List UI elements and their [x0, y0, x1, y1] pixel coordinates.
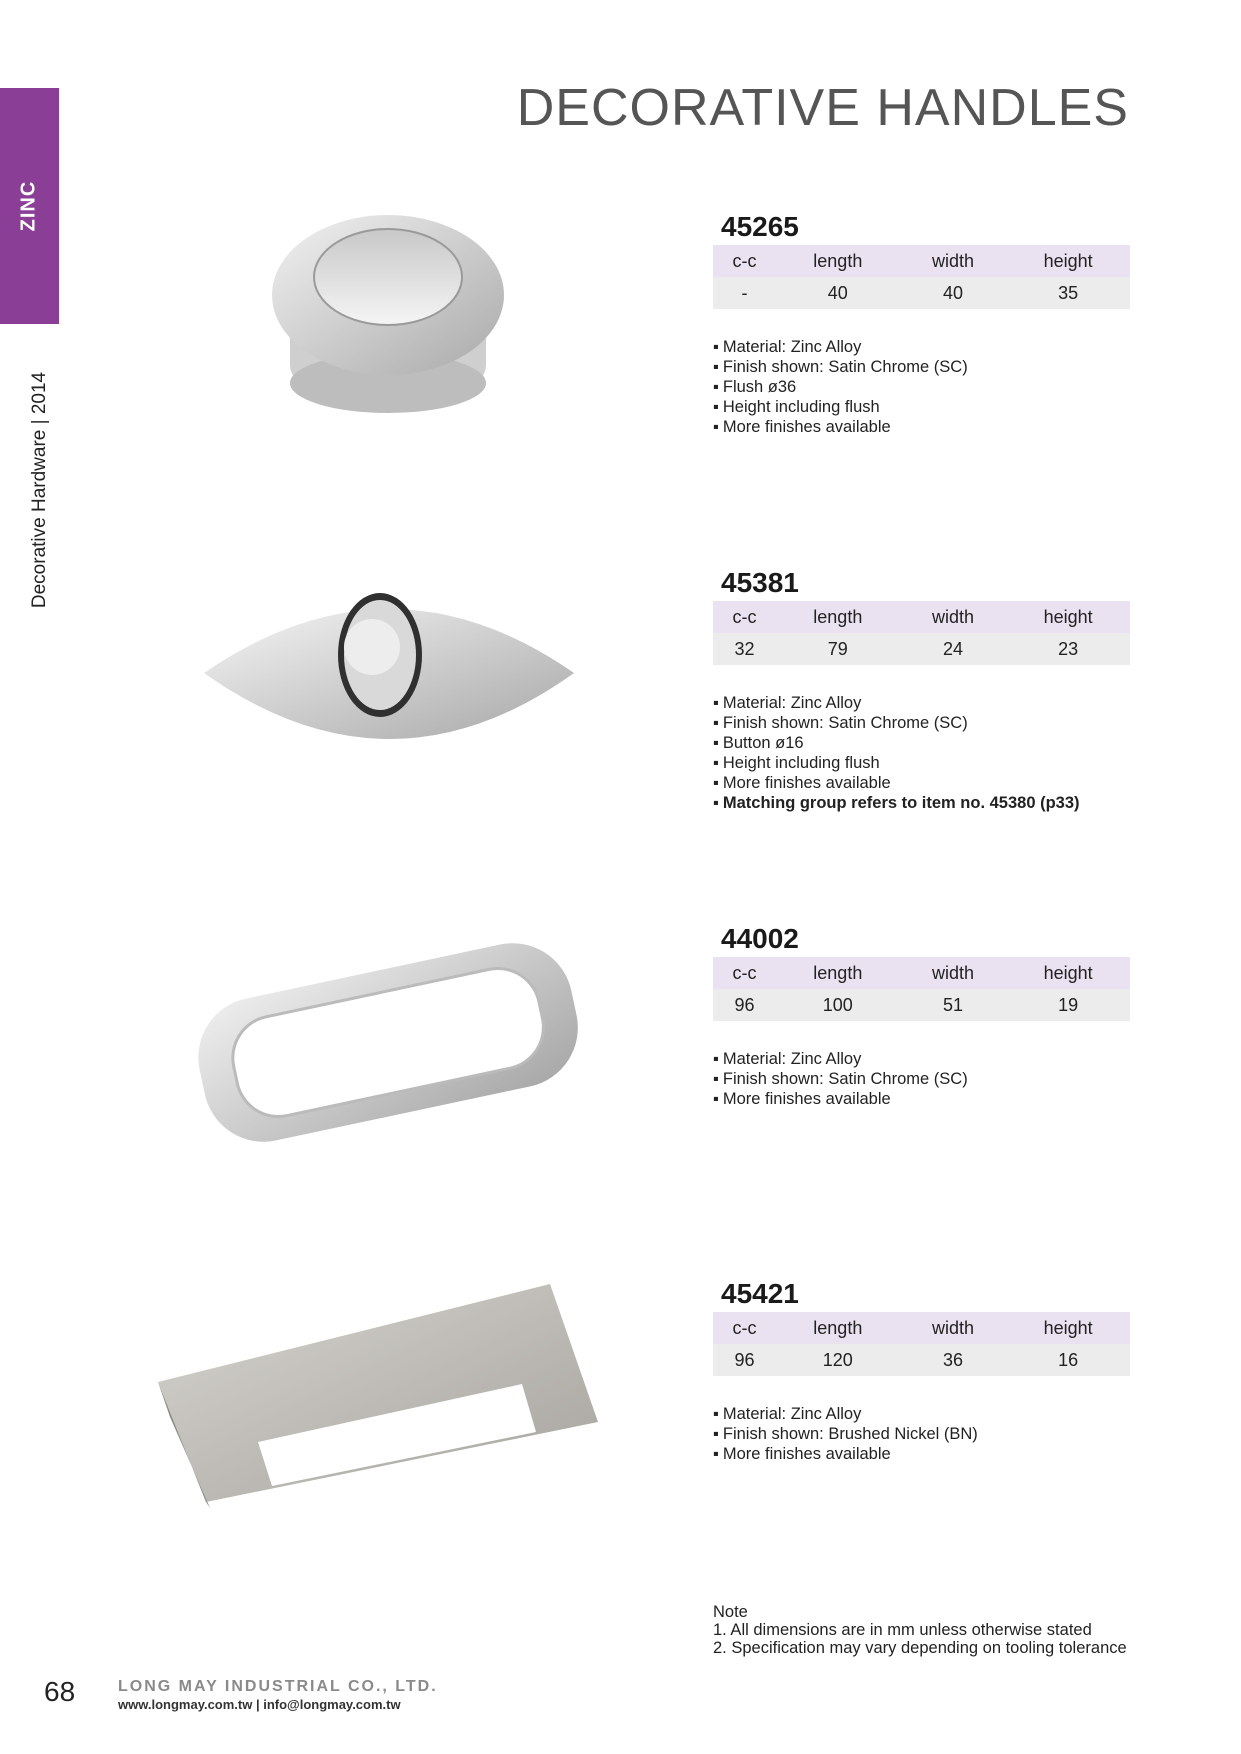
header-width: width — [900, 245, 1007, 277]
value-length: 40 — [776, 277, 900, 309]
value-height: 35 — [1006, 277, 1130, 309]
feature-item: ▪ Height including flush — [713, 397, 1130, 417]
feature-item: ▪ More finishes available — [713, 773, 1130, 793]
feature-item: ▪ Finish shown: Satin Chrome (SC) — [713, 713, 1130, 733]
spec-table — [713, 601, 1130, 665]
header-height: height — [1006, 1312, 1130, 1344]
feature-item: ▪ More finishes available — [713, 1444, 1130, 1464]
feature-item: ▪ More finishes available — [713, 417, 1130, 437]
contact-info: www.longmay.com.tw | info@longmay.com.tw — [118, 1697, 401, 1712]
note-block — [713, 1603, 1127, 1657]
product-image-45421 — [150, 1272, 610, 1517]
company-name: LONG MAY INDUSTRIAL CO., LTD. — [118, 1678, 438, 1695]
feature-item: ▪ Height including flush — [713, 753, 1130, 773]
matching-group-note: ▪ Matching group refers to item no. 45380 (p33) — [713, 793, 1130, 813]
feature-item: ▪ Finish shown: Brushed Nickel (BN) — [713, 1424, 1130, 1444]
page-title: DECORATIVE HANDLES — [516, 79, 1129, 137]
header-width: width — [900, 601, 1007, 633]
feature-item: ▪ Finish shown: Satin Chrome (SC) — [713, 357, 1130, 377]
header-height: height — [1006, 957, 1130, 989]
product-code: 44002 — [721, 923, 799, 954]
header-length: length — [776, 1312, 900, 1344]
spec-table — [713, 245, 1130, 309]
product-44002 — [713, 923, 1130, 1109]
note-heading: Note — [713, 1603, 748, 1621]
header-width: width — [900, 957, 1007, 989]
feature-item: ▪ Material: Zinc Alloy — [713, 337, 1130, 357]
value-width: 36 — [900, 1344, 1007, 1376]
feature-item: ▪ Finish shown: Satin Chrome (SC) — [713, 1069, 1130, 1089]
header-cc: c-c — [713, 1312, 776, 1344]
header-cc: c-c — [713, 957, 776, 989]
value-cc: 96 — [713, 1344, 776, 1376]
product-code: 45381 — [721, 567, 799, 598]
value-length: 100 — [776, 989, 900, 1021]
value-length: 120 — [776, 1344, 900, 1376]
side-caption: Decorative Hardware | 2014 — [29, 371, 50, 609]
feature-list — [713, 1049, 1130, 1109]
note-line: 2. Specification may vary depending on tooling tolerance — [713, 1639, 1127, 1657]
value-cc: 32 — [713, 633, 776, 665]
header-cc: c-c — [713, 245, 776, 277]
header-length: length — [776, 601, 900, 633]
feature-item: ▪ Material: Zinc Alloy — [713, 693, 1130, 713]
value-height: 16 — [1006, 1344, 1130, 1376]
value-width: 40 — [900, 277, 1007, 309]
header-length: length — [776, 245, 900, 277]
value-width: 51 — [900, 989, 1007, 1021]
value-cc: 96 — [713, 989, 776, 1021]
value-width: 24 — [900, 633, 1007, 665]
product-code: 45265 — [721, 211, 799, 242]
page-number: 68 — [44, 1676, 76, 1707]
feature-item: ▪ Flush ø36 — [713, 377, 1130, 397]
product-45265 — [713, 211, 1130, 437]
feature-list — [713, 337, 1130, 437]
header-height: height — [1006, 245, 1130, 277]
product-image-45265 — [268, 215, 508, 425]
header-length: length — [776, 957, 900, 989]
product-45421 — [713, 1278, 1130, 1464]
value-cc: - — [713, 277, 776, 309]
value-height: 19 — [1006, 989, 1130, 1021]
side-tab-label: ZINC — [17, 180, 40, 232]
feature-item: ▪ Material: Zinc Alloy — [713, 1404, 1130, 1424]
feature-item: ▪ Button ø16 — [713, 733, 1130, 753]
header-height: height — [1006, 601, 1130, 633]
feature-item: ▪ More finishes available — [713, 1089, 1130, 1109]
product-image-44002 — [188, 920, 588, 1165]
header-cc: c-c — [713, 601, 776, 633]
spec-table — [713, 957, 1130, 1021]
spec-table — [713, 1312, 1130, 1376]
feature-list — [713, 693, 1130, 813]
value-height: 23 — [1006, 633, 1130, 665]
note-line: 1. All dimensions are in mm unless otherwise stated — [713, 1621, 1092, 1639]
product-45381 — [713, 567, 1130, 813]
feature-item: ▪ Material: Zinc Alloy — [713, 1049, 1130, 1069]
header-width: width — [900, 1312, 1007, 1344]
product-code: 45421 — [721, 1278, 799, 1309]
value-length: 79 — [776, 633, 900, 665]
product-image-45381 — [200, 575, 580, 775]
feature-list — [713, 1404, 1130, 1464]
